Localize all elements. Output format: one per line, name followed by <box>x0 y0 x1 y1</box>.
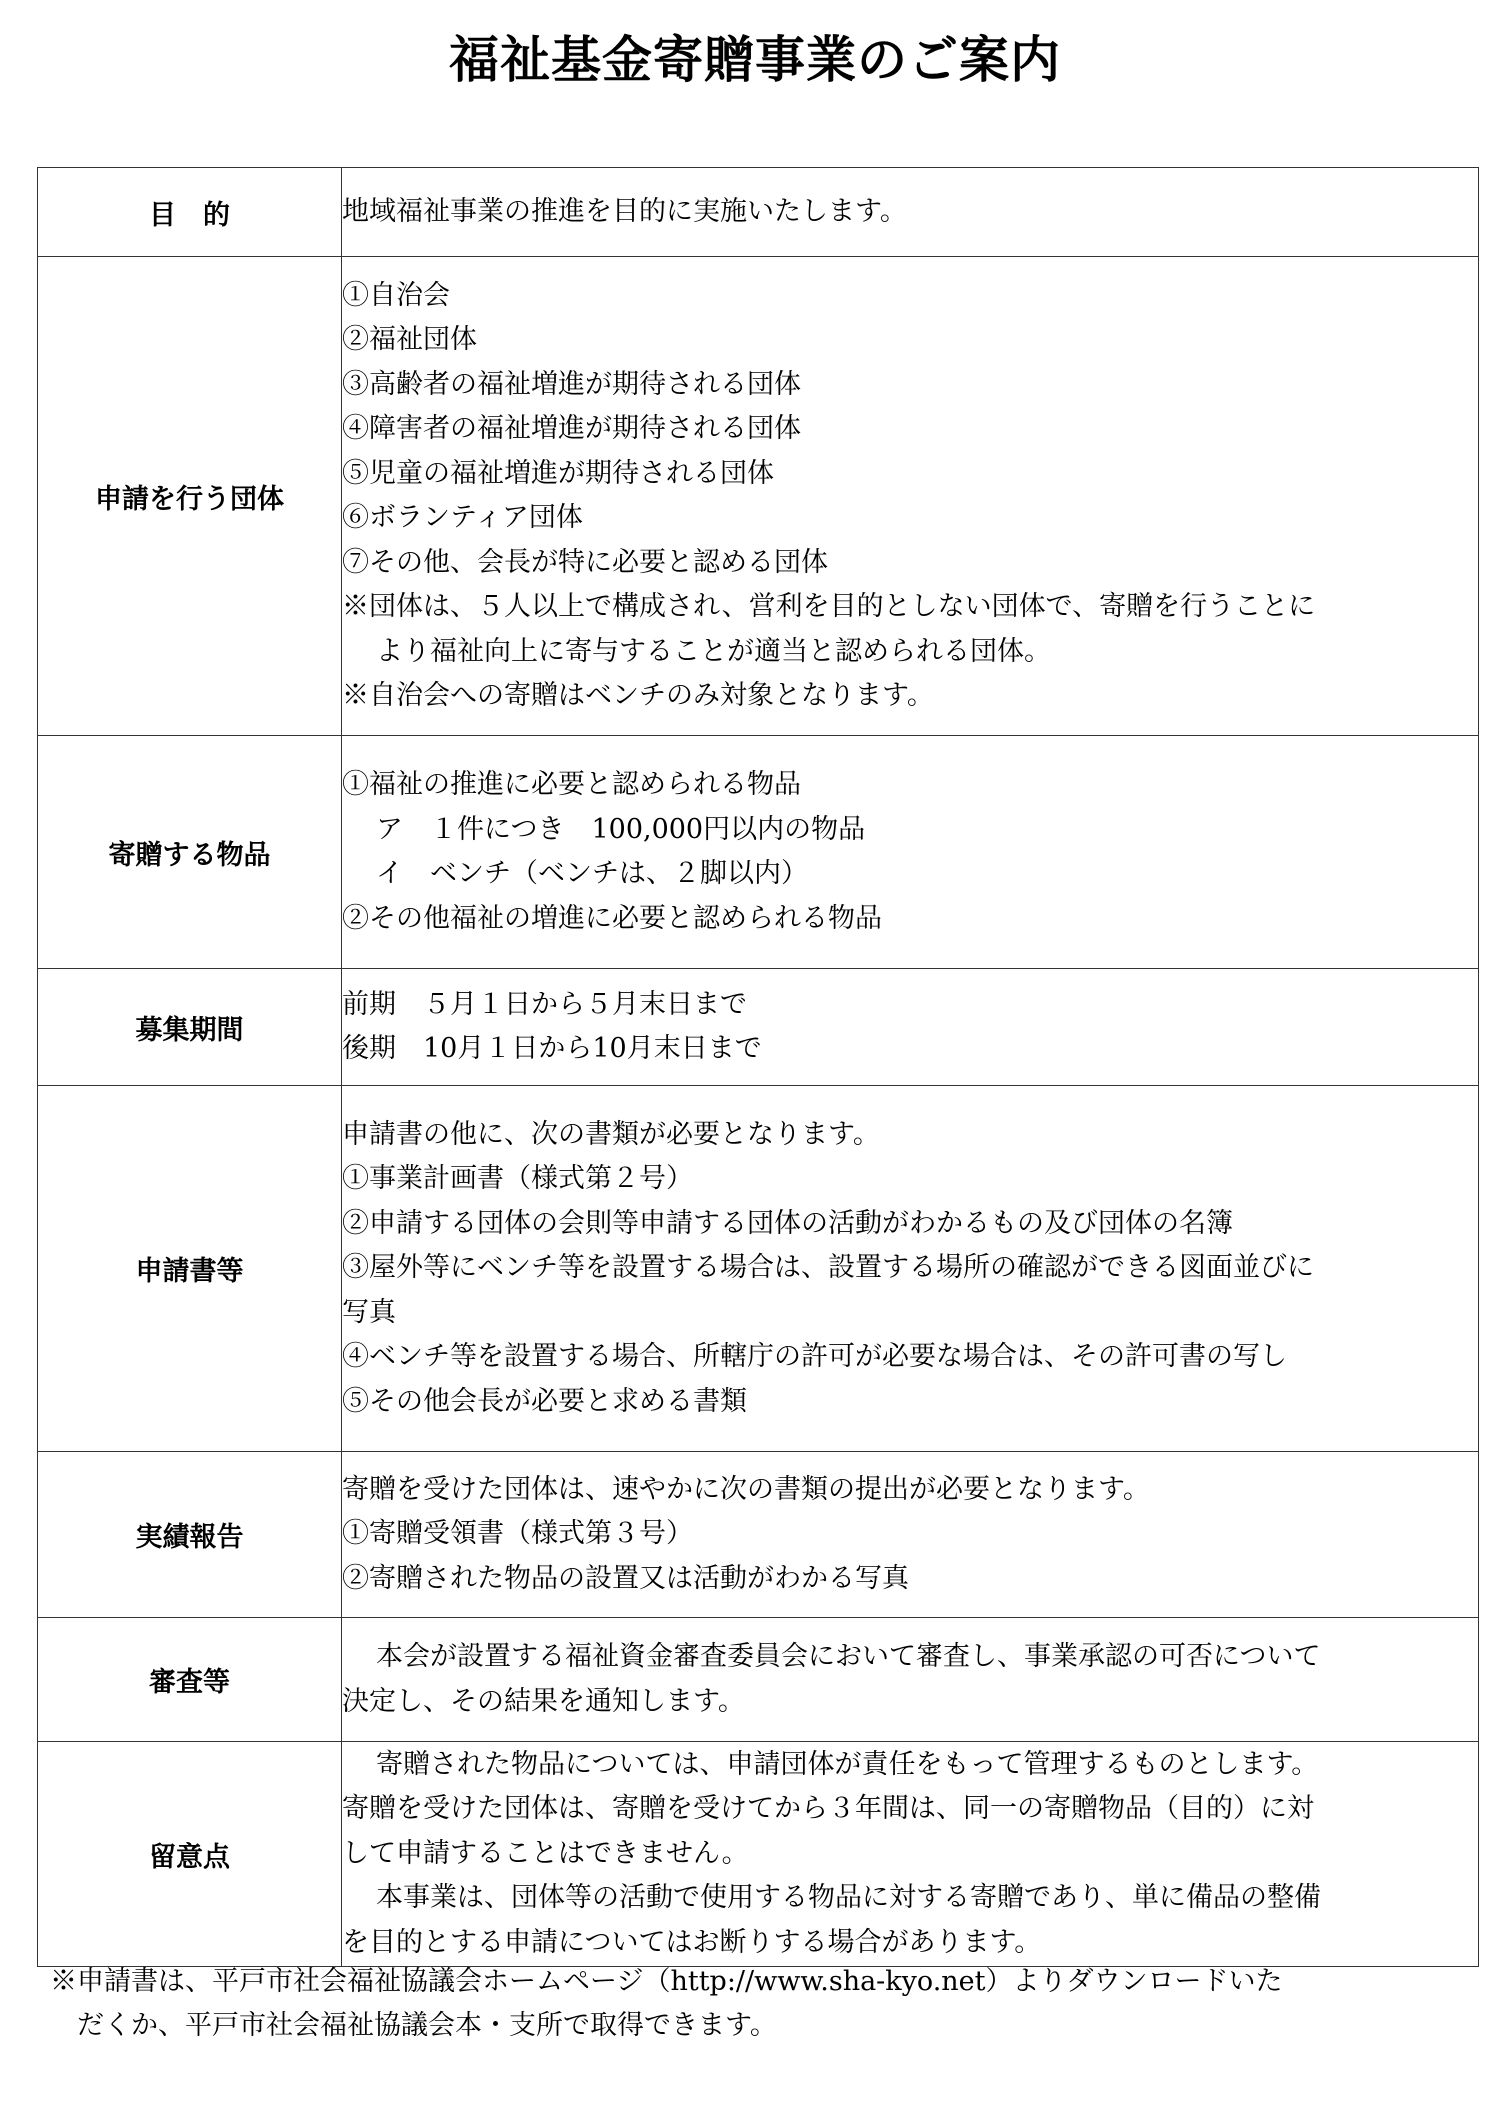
row-label-notes: 留意点 <box>38 1742 342 1967</box>
content-line: ア １件につき 100,000円以内の物品 <box>376 813 866 845</box>
row-label-performance-report: 実績報告 <box>38 1452 342 1618</box>
content-line: 前期 ５月１日から５月末日まで <box>342 988 747 1020</box>
content-line: ⑥ボランティア団体 <box>342 502 583 533</box>
row-label-application-documents: 申請書等 <box>38 1086 342 1452</box>
content-line: ④障害者の福祉増進が期待される団体 <box>342 413 801 444</box>
row-content-purpose <box>342 168 1479 257</box>
content-line: 後期 10月１日から10月末日まで <box>342 1033 762 1064</box>
content-line: して申請することはできません。 <box>342 1837 749 1869</box>
content-line: を目的とする申請についてはお断りする場合があります。 <box>342 1926 1042 1958</box>
row-label-donated-items: 寄贈する物品 <box>38 736 342 969</box>
row-label-review: 審査等 <box>38 1618 342 1742</box>
page-title: 福祉基金寄贈事業のご案内 <box>449 31 1061 89</box>
content-line: 地域福祉事業の推進を目的に実施いたします。 <box>342 195 907 227</box>
content-line: ①福祉の推進に必要と認められる物品 <box>342 769 801 800</box>
content-line: ④ベンチ等を設置する場合、所轄庁の許可が必要な場合は、その許可書の写し <box>342 1341 1287 1373</box>
table-row-purpose <box>38 168 1479 257</box>
table-row-donated-items <box>38 736 1479 969</box>
content-line: ⑤その他会長が必要と求める書類 <box>342 1385 747 1417</box>
row-content-donated-items <box>342 736 1479 969</box>
table-row-performance-report <box>38 1452 1479 1618</box>
content-line: ②その他福祉の増進に必要と認められる物品 <box>342 902 882 934</box>
content-line: ①事業計画書（様式第２号） <box>342 1163 693 1195</box>
table-row-recruitment-period <box>38 969 1479 1086</box>
content-line: ②寄贈された物品の設置又は活動がわかる写真 <box>342 1562 909 1594</box>
row-content-review <box>342 1618 1479 1742</box>
content-line: 申請書の他に、次の書類が必要となります。 <box>342 1118 880 1150</box>
table-row-application-documents <box>38 1086 1479 1452</box>
row-label-recruitment-period: 募集期間 <box>38 969 342 1086</box>
content-line: 本会が設置する福祉資金審査委員会において審査し、事業承認の可否について <box>376 1641 1321 1672</box>
table-row-applicant-groups <box>38 257 1479 736</box>
row-content-recruitment-period <box>342 969 1479 1086</box>
content-line: ③屋外等にベンチ等を設置する場合は、設置する場所の確認ができる図面並びに <box>342 1252 1314 1284</box>
content-line: 決定し、その結果を通知します。 <box>342 1685 745 1717</box>
info-table <box>37 167 1479 1967</box>
content-line: ※団体は、５人以上で構成され、営利を目的としない団体で、寄贈を行うことに <box>342 591 1316 622</box>
footer-note <box>50 1960 1470 2048</box>
table-row-review <box>38 1618 1479 1742</box>
footer-line: ※申請書は、平戸市社会福祉協議会ホームページ（http://www.sha-kyo.net）よりダウンロードいた <box>50 1966 1283 1997</box>
content-line: イ ベンチ（ベンチは、２脚以内） <box>376 858 808 889</box>
row-label-purpose: 目 的 <box>38 168 342 257</box>
content-line: ②申請する団体の会則等申請する団体の活動がわかるもの及び団体の名簿 <box>342 1207 1233 1239</box>
content-line: 写真 <box>342 1296 396 1328</box>
footer-line: だくか、平戸市社会福祉協議会本・支所で取得できます。 <box>77 2010 777 2041</box>
content-line: 本事業は、団体等の活動で使用する物品に対する寄贈であり、単に備品の整備 <box>376 1882 1321 1914</box>
content-line: ⑦その他、会長が特に必要と認める団体 <box>342 546 828 578</box>
row-content-application-documents <box>342 1086 1479 1452</box>
content-line: 寄贈された物品については、申請団体が責任をもって管理するものとします。 <box>376 1748 1319 1780</box>
row-content-notes <box>342 1742 1479 1967</box>
row-label-applicant-groups: 申請を行う団体 <box>38 257 342 736</box>
content-line: ①寄贈受領書（様式第３号） <box>342 1518 693 1550</box>
content-line: 寄贈を受けた団体は、速やかに次の書類の提出が必要となります。 <box>342 1473 1150 1505</box>
content-line: ③高齢者の福祉増進が期待される団体 <box>342 368 801 400</box>
row-content-applicant-groups <box>342 257 1479 736</box>
content-line: 寄贈を受けた団体は、寄贈を受けてから３年間は、同一の寄贈物品（目的）に対 <box>342 1793 1314 1825</box>
content-line: ※自治会への寄贈はベンチのみ対象となります。 <box>342 680 934 711</box>
content-line: ②福祉団体 <box>342 324 477 355</box>
table-row-notes <box>38 1742 1479 1967</box>
content-line: ⑤児童の福祉増進が期待される団体 <box>342 457 774 489</box>
content-line: より福祉向上に寄与することが適当と認められる団体。 <box>376 635 1051 667</box>
row-content-performance-report <box>342 1452 1479 1618</box>
content-line: ①自治会 <box>342 279 450 311</box>
